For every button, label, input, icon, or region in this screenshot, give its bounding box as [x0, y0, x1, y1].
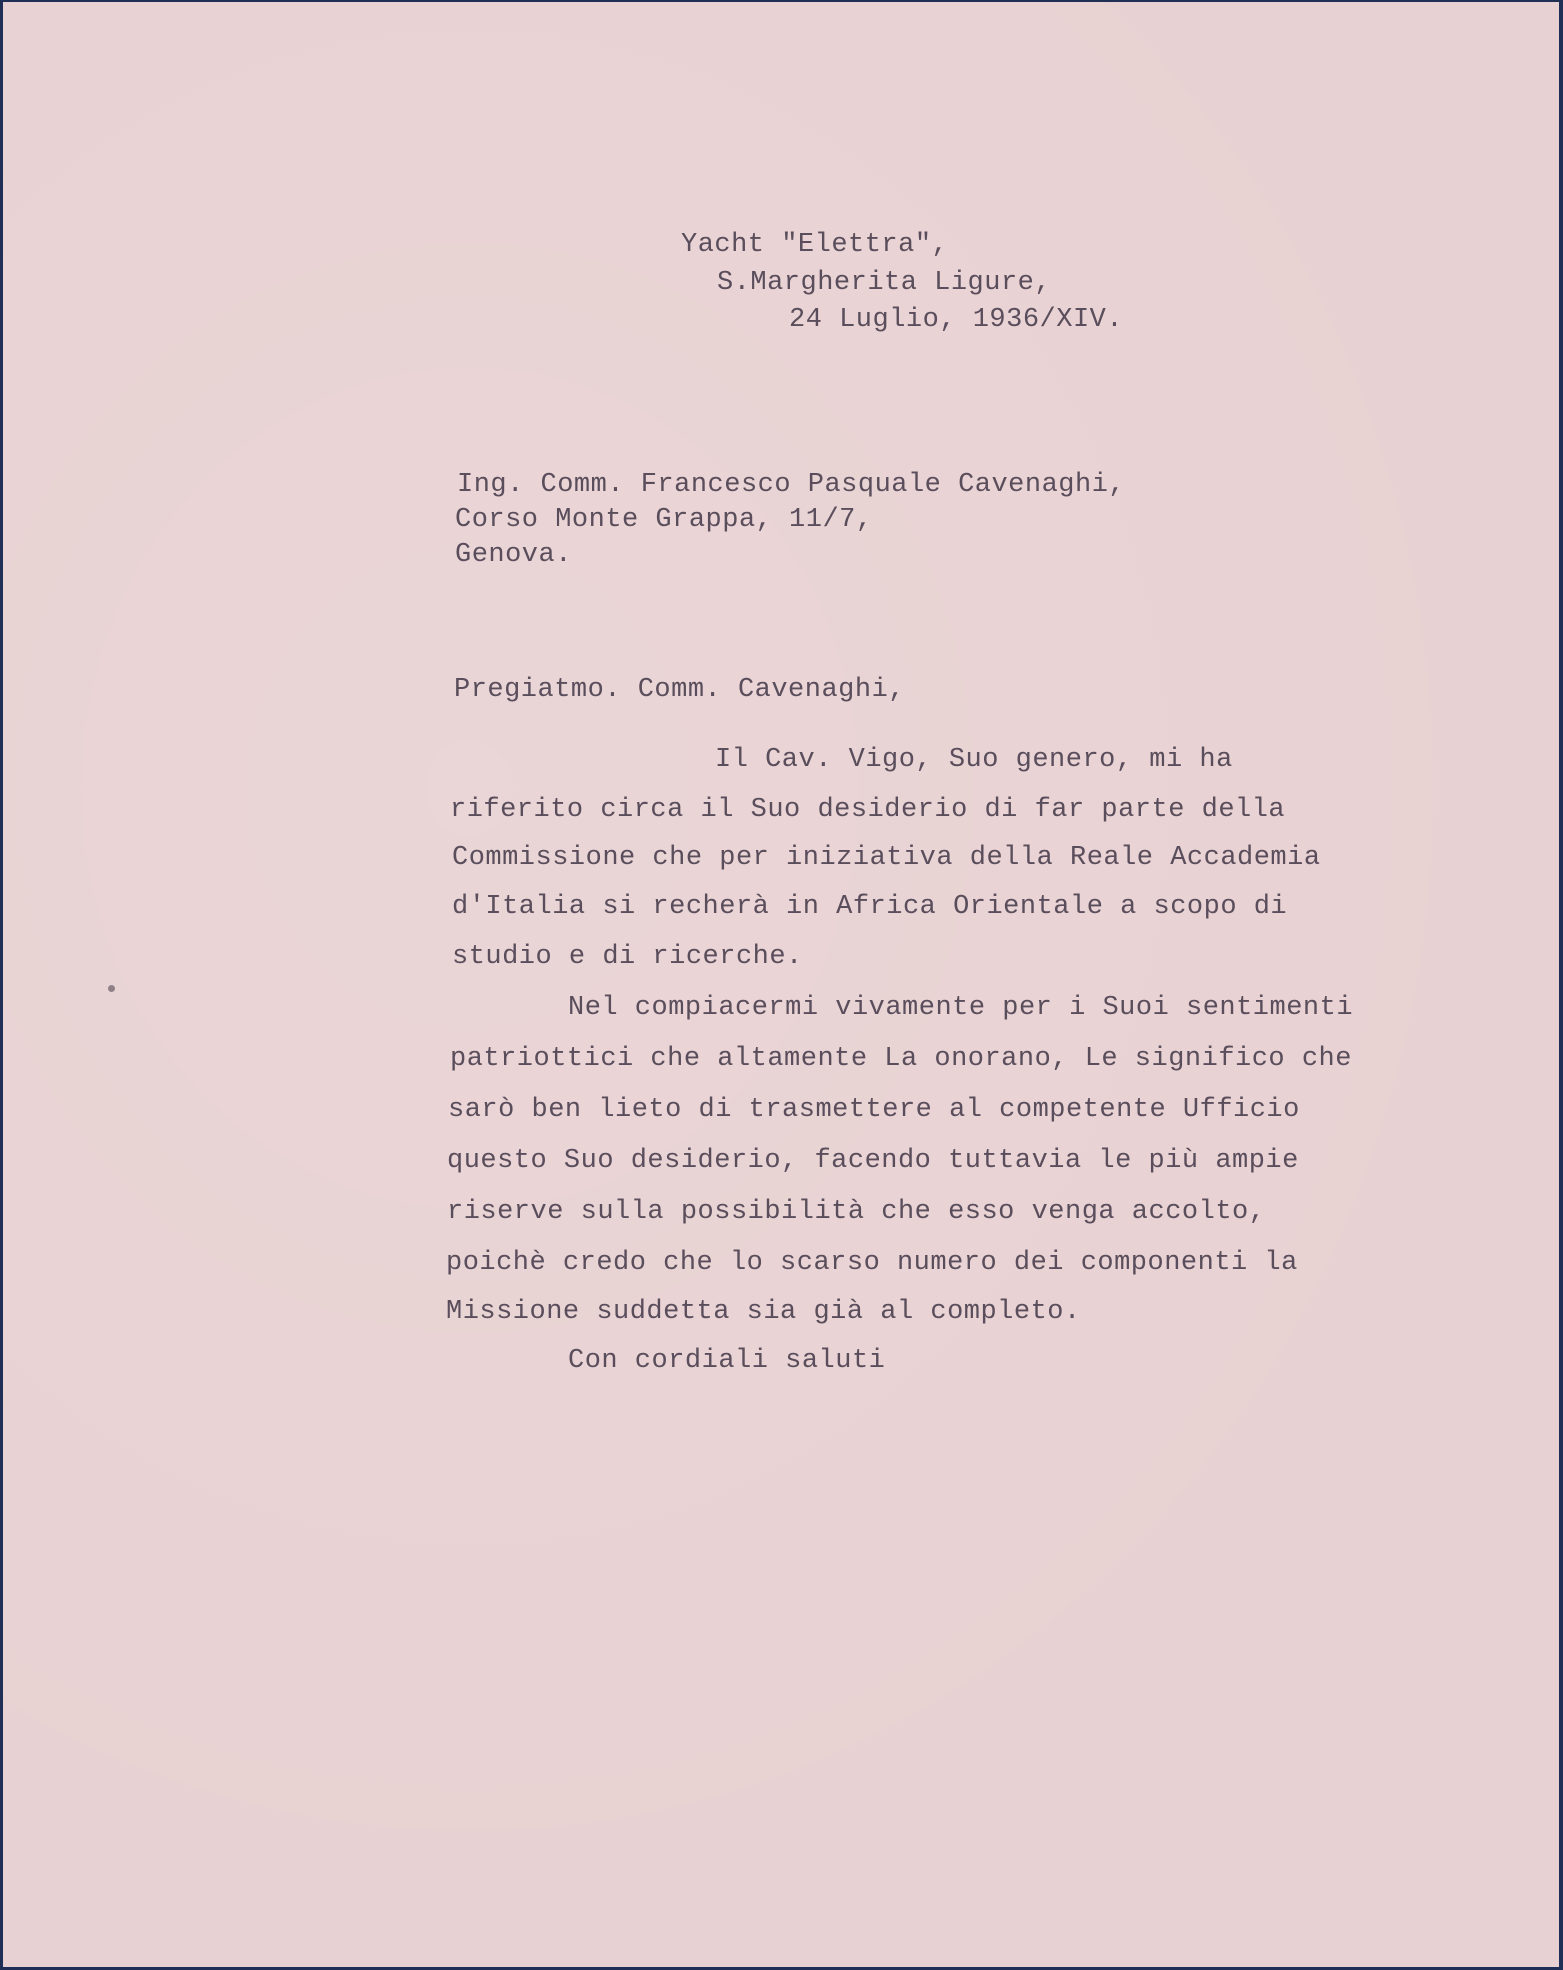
body-line: Missione suddetta sia già al completo.	[446, 1297, 1081, 1327]
salutation: Pregiatmo. Comm. Cavenaghi,	[454, 675, 905, 705]
header-line-yacht: Yacht "Elettra",	[681, 230, 949, 260]
body-line: Nel compiacermi vivamente per i Suoi sentimenti	[568, 993, 1354, 1023]
body-line: Commissione che per iniziativa della Reale Accademia	[452, 843, 1321, 873]
header-line-place: S.Margherita Ligure,	[717, 268, 1052, 298]
body-line: riferito circa il Suo desiderio di far parte della	[450, 795, 1286, 825]
body-line: riserve sulla possibilità che esso venga accolto,	[447, 1197, 1266, 1227]
body-line: questo Suo desiderio, facendo tuttavia le più ampie	[447, 1146, 1299, 1176]
closing: Con cordiali saluti	[568, 1346, 886, 1376]
body-line: d'Italia si recherà in Africa Orientale a scopo di	[452, 892, 1288, 922]
body-line: sarò ben lieto di trasmettere al competente Ufficio	[448, 1095, 1300, 1125]
letter-page	[3, 2, 1559, 1967]
recipient-line-street: Corso Monte Grappa, 11/7,	[455, 505, 873, 535]
body-line: patriottici che altamente La onorano, Le significo che	[450, 1044, 1352, 1074]
header-line-date: 24 Luglio, 1936/XIV.	[789, 305, 1124, 335]
body-line: studio e di ricerche.	[452, 942, 803, 972]
body-line: Il Cav. Vigo, Suo genero, mi ha	[715, 745, 1233, 775]
recipient-line-name: Ing. Comm. Francesco Pasquale Cavenaghi,	[457, 470, 1126, 500]
paper-speck	[108, 985, 115, 992]
recipient-line-city: Genova.	[455, 540, 572, 570]
body-line: poichè credo che lo scarso numero dei componenti la	[446, 1248, 1298, 1278]
